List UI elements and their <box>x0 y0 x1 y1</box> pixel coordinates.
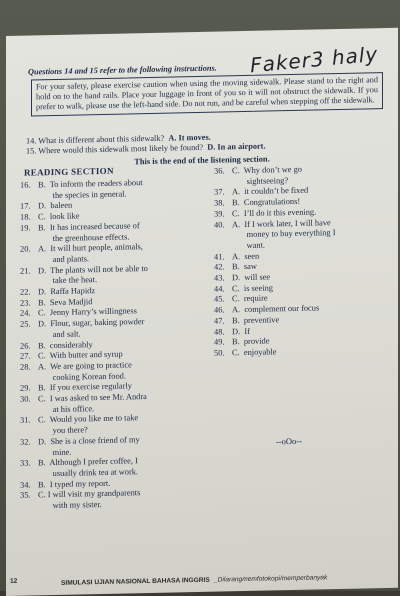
answer-text: C. Why don’t we go <box>232 164 302 176</box>
answer-number: 44. <box>214 284 225 294</box>
answer-text: C. look like <box>38 211 80 222</box>
answer-number: 50. <box>214 348 225 358</box>
answer-text: the species in general. <box>38 189 127 201</box>
answer-text: C. is seeing <box>232 283 273 294</box>
answer-number: 46. <box>214 305 225 315</box>
answer-number: 21. <box>20 266 31 276</box>
answer-number <box>214 241 232 252</box>
answer-text: the greenhouse effects. <box>38 231 130 243</box>
answer-number: 20. <box>20 244 31 254</box>
answer-text: A. We are going to practice <box>38 360 132 372</box>
answer-number <box>20 427 38 438</box>
end-of-listening-text: This is the end of the listening section. <box>134 154 270 167</box>
answer-number: 42. <box>214 262 225 272</box>
question-15-answer: D. In an airport. <box>207 141 266 152</box>
answers-right-column <box>214 163 384 359</box>
answer-number: 35. <box>20 490 31 501</box>
answer-text: C. Would you like me to take <box>38 413 139 425</box>
answer-number: 40. <box>214 219 225 230</box>
answer-number: 34. <box>20 480 31 490</box>
answer-text: C. With butter and syrup <box>38 349 123 361</box>
end-separator: --oOo-- <box>276 435 302 447</box>
answer-text: D. Raffa Hapidz <box>38 286 96 297</box>
answer-number: 31. <box>20 415 31 426</box>
answer-number: 16. <box>20 180 31 190</box>
answer-text: and salt. <box>38 329 81 340</box>
answer-number: 41. <box>214 252 225 262</box>
answer-text: B. provide <box>232 336 270 347</box>
answer-text: D. The plants will not be able to <box>38 263 148 275</box>
answer-text: take the heat. <box>38 275 98 286</box>
answer-number: 39. <box>214 209 225 219</box>
answer-text: C. I was asked to see Mr. Andra <box>38 392 147 404</box>
answer-text: C. enjoyable <box>232 347 277 358</box>
answer-text: A. it couldn’t be fixed <box>232 186 309 197</box>
answer-text: cooking Korean food. <box>38 371 126 382</box>
answer-number: 19. <box>20 223 31 233</box>
answer-key-page <box>6 28 398 596</box>
sidewalk-notice-box: For your safety, please exercise caution when using the moving sidewalk. Please stand to the right and hold on to the hand rails. Place your luggage in front of you so it will not obstruct the sidewalk. If you prefer to walk, please use the left-hand side. Do not run, and be careful when stepping off the sidewalk. <box>31 72 383 116</box>
answer-number: 37. <box>214 187 225 198</box>
answer-text: B. It has increased because of <box>38 221 140 233</box>
answer-text: D. She is a close friend of my <box>38 435 140 447</box>
answer-text: B. I typed my report. <box>38 478 111 490</box>
answer-text: B. preventive <box>232 315 280 326</box>
answer-number <box>20 330 38 341</box>
answer-number <box>20 405 38 416</box>
answer-text: A. seen <box>232 251 260 261</box>
answer-line <box>214 345 384 359</box>
answer-number: 43. <box>214 273 225 283</box>
answer-number: 22. <box>20 287 31 297</box>
answer-text: A. If I work later, I will have <box>232 217 331 229</box>
answers-left-column <box>20 177 200 513</box>
answer-text: C. require <box>232 293 268 304</box>
answer-number <box>20 277 38 288</box>
instructions-title: Questions 14 and 15 refer to the following instructions. <box>28 63 217 77</box>
question-14-text: 14. What is different about this sidewalk? <box>26 133 165 146</box>
footer-title: SIMULASI UJIAN NASIONAL BAHASA INGGRIS <box>61 576 210 587</box>
answer-number: 45. <box>214 294 225 305</box>
footer-credit: _Dilarangmemfotokopi/memperbanyak <box>214 574 328 584</box>
answer-text: want. <box>232 240 266 251</box>
answer-text: D. will see <box>232 272 271 283</box>
answer-number: 26. <box>20 341 31 351</box>
answer-number <box>214 230 232 241</box>
answer-text: D. Flour, sugar, baking powder <box>38 317 145 329</box>
answer-number <box>214 177 232 188</box>
answer-number: 29. <box>20 383 31 394</box>
answer-number: 49. <box>214 337 225 347</box>
answer-text: at his office. <box>38 403 95 415</box>
answer-text: B. To inform the readers about <box>38 178 143 190</box>
answer-text: B. If you exercise regularly <box>38 381 132 393</box>
answer-number: 25. <box>20 319 31 329</box>
answer-number <box>20 469 38 480</box>
answer-text: B. Although I prefer coffee, I <box>38 456 138 468</box>
answer-text: you there? <box>38 425 88 436</box>
answer-text: D. If <box>232 326 250 336</box>
answer-number <box>20 501 38 512</box>
answer-text: with my sister. <box>38 500 102 511</box>
answer-text: B. Seva Madjid <box>38 296 93 308</box>
answer-text: C. Jenny Harry’s willingness <box>38 306 137 318</box>
answer-number: 32. <box>20 437 31 447</box>
page-footer <box>6 569 398 595</box>
answer-number <box>20 234 38 245</box>
answer-text: A. It will hurt people, animals, <box>38 242 143 254</box>
answer-text: C. I will visit my grandparents <box>38 488 141 500</box>
answer-text: B. Congratulations! <box>232 196 301 208</box>
answer-number: 30. <box>20 394 31 404</box>
answer-text: B. saw <box>232 262 257 272</box>
answer-number <box>20 191 38 202</box>
question-15-text: 15. Where would this sidewalk most likely be found? <box>26 142 204 156</box>
answer-number: 18. <box>20 212 31 222</box>
answer-text: sightseeing? <box>232 175 289 186</box>
answer-number: 48. <box>214 326 225 337</box>
answer-text: mine. <box>38 447 72 457</box>
answer-number: 17. <box>20 201 31 212</box>
answer-number: 24. <box>20 308 31 319</box>
answer-text: and plants. <box>38 254 89 265</box>
answer-number <box>20 373 38 384</box>
answer-number <box>20 448 38 459</box>
answer-text: D. baleen <box>38 201 73 211</box>
answer-text: usually drink tea at work. <box>38 467 139 479</box>
answer-text: B. considerably <box>38 339 93 350</box>
answer-number: 36. <box>214 166 225 176</box>
answer-number <box>20 255 38 266</box>
question-14-answer: A. It moves. <box>168 132 211 143</box>
answer-number: 38. <box>214 198 225 208</box>
answer-number: 28. <box>20 362 31 372</box>
page-number: 12 <box>10 577 18 585</box>
answer-number: 33. <box>20 458 31 468</box>
answer-text: C. I’ll do it this evening. <box>232 207 317 219</box>
answer-number: 47. <box>214 316 225 326</box>
answer-text: A. complement our focus <box>232 303 320 315</box>
reading-section-heading: READING SECTION <box>24 165 114 178</box>
answer-number: 27. <box>20 351 31 361</box>
handwritten-note: Faker3 haly <box>249 41 379 78</box>
answer-number: 23. <box>20 298 31 308</box>
answer-text: money to buy everything I <box>232 228 336 240</box>
